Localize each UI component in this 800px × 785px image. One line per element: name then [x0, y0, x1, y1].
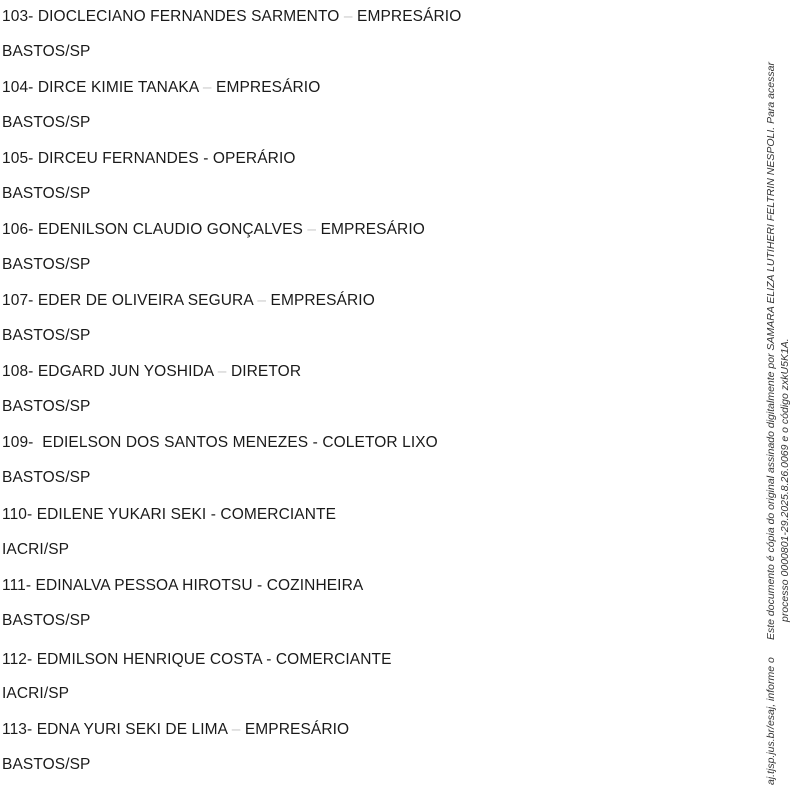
entry-name: DIOCLECIANO FERNANDES SARMENTO [37, 8, 340, 25]
entry-separator: – [343, 8, 353, 25]
entry-name: EDNA YURI SEKI DE LIMA [36, 721, 228, 738]
entry-number: 103- [2, 8, 34, 25]
entry-occupation: COMERCIANTE [275, 651, 392, 668]
entry-name-line [2, 292, 375, 310]
entry-occupation: EMPRESÁRIO [216, 79, 321, 96]
entry-occupation: EMPRESÁRIO [357, 8, 462, 25]
entry-name-line [2, 651, 392, 669]
entry-city: BASTOS/SP [2, 185, 91, 202]
entry-name-line [2, 577, 363, 595]
entry-city: BASTOS/SP [2, 327, 91, 344]
entry-name: EDINALVA PESSOA HIROTSU [35, 577, 253, 594]
entry-name-line [2, 221, 425, 239]
entry-name: EDER DE OLIVEIRA SEGURA [37, 292, 253, 309]
entry-number: 110- [2, 506, 33, 523]
entry-separator: - [210, 506, 216, 523]
entry-number: 109- [2, 434, 34, 451]
entry-occupation: EMPRESÁRIO [244, 721, 350, 738]
entry-occupation: COZINHEIRA [266, 577, 364, 594]
entry-name-line [2, 721, 349, 739]
entry-name: EDGARD JUN YOSHIDA [37, 363, 214, 380]
entry-name: DIRCE KIMIE TANAKA [37, 79, 199, 96]
entry-name: DIRCEU FERNANDES [37, 150, 199, 167]
side-note-line2: processo 0000801-29.2025.8.26.0069 e o código zxkU5K1A. [779, 338, 791, 622]
entry-number: 105- [2, 150, 34, 167]
entry-city: IACRI/SP [2, 685, 70, 702]
entry-occupation: EMPRESÁRIO [270, 292, 375, 309]
entry-city: BASTOS/SP [2, 398, 91, 415]
entry-separator: - [312, 434, 318, 451]
entry-city: BASTOS/SP [2, 469, 91, 486]
entry-name-line [2, 150, 296, 168]
entry-name: EDENILSON CLAUDIO GONÇALVES [37, 221, 303, 238]
entry-number: 112- [2, 651, 33, 668]
entry-occupation: OPERÁRIO [212, 150, 296, 167]
entry-number: 113- [2, 721, 33, 738]
entry-city: IACRI/SP [2, 541, 70, 558]
entry-separator: – [217, 363, 227, 380]
entry-separator: - [203, 150, 209, 167]
entry-name-line [2, 363, 301, 381]
entry-number: 107- [2, 292, 34, 309]
side-note-line3: aj.tjsp.jus.br/esaj, informe o [765, 657, 777, 785]
entry-city: BASTOS/SP [2, 43, 91, 60]
entry-name-line [2, 506, 336, 524]
entry-separator: – [202, 79, 212, 96]
entry-separator: – [257, 292, 267, 309]
entry-separator: – [231, 721, 241, 738]
entry-occupation: EMPRESÁRIO [320, 221, 425, 238]
entry-occupation: COLETOR LIXO [322, 434, 438, 451]
entry-separator: - [257, 577, 263, 594]
entry-number: 111- [2, 577, 32, 594]
entry-name-line [2, 434, 438, 452]
entry-name: EDILENE YUKARI SEKI [36, 506, 207, 523]
entry-separator: - [266, 651, 272, 668]
entry-occupation: COMERCIANTE [220, 506, 337, 523]
entry-name-line [2, 79, 320, 97]
entry-number: 106- [2, 221, 34, 238]
entry-city: BASTOS/SP [2, 612, 91, 629]
entry-name: EDMILSON HENRIQUE COSTA [36, 651, 262, 668]
entry-number: 104- [2, 79, 34, 96]
side-note-line1: Este documento é cópia do original assinado digitalmente por SAMARA ELIZA LUTIHERI FELTRIN NESPOLI. Para acessar [765, 62, 777, 640]
entry-number: 108- [2, 363, 34, 380]
entry-separator: – [307, 221, 317, 238]
entry-name-line [2, 8, 461, 26]
entry-city: BASTOS/SP [2, 756, 91, 773]
entry-city: BASTOS/SP [2, 256, 91, 273]
entry-occupation: DIRETOR [230, 363, 302, 380]
entry-name: EDIELSON DOS SANTOS MENEZES [37, 434, 309, 451]
entry-city: BASTOS/SP [2, 114, 91, 131]
